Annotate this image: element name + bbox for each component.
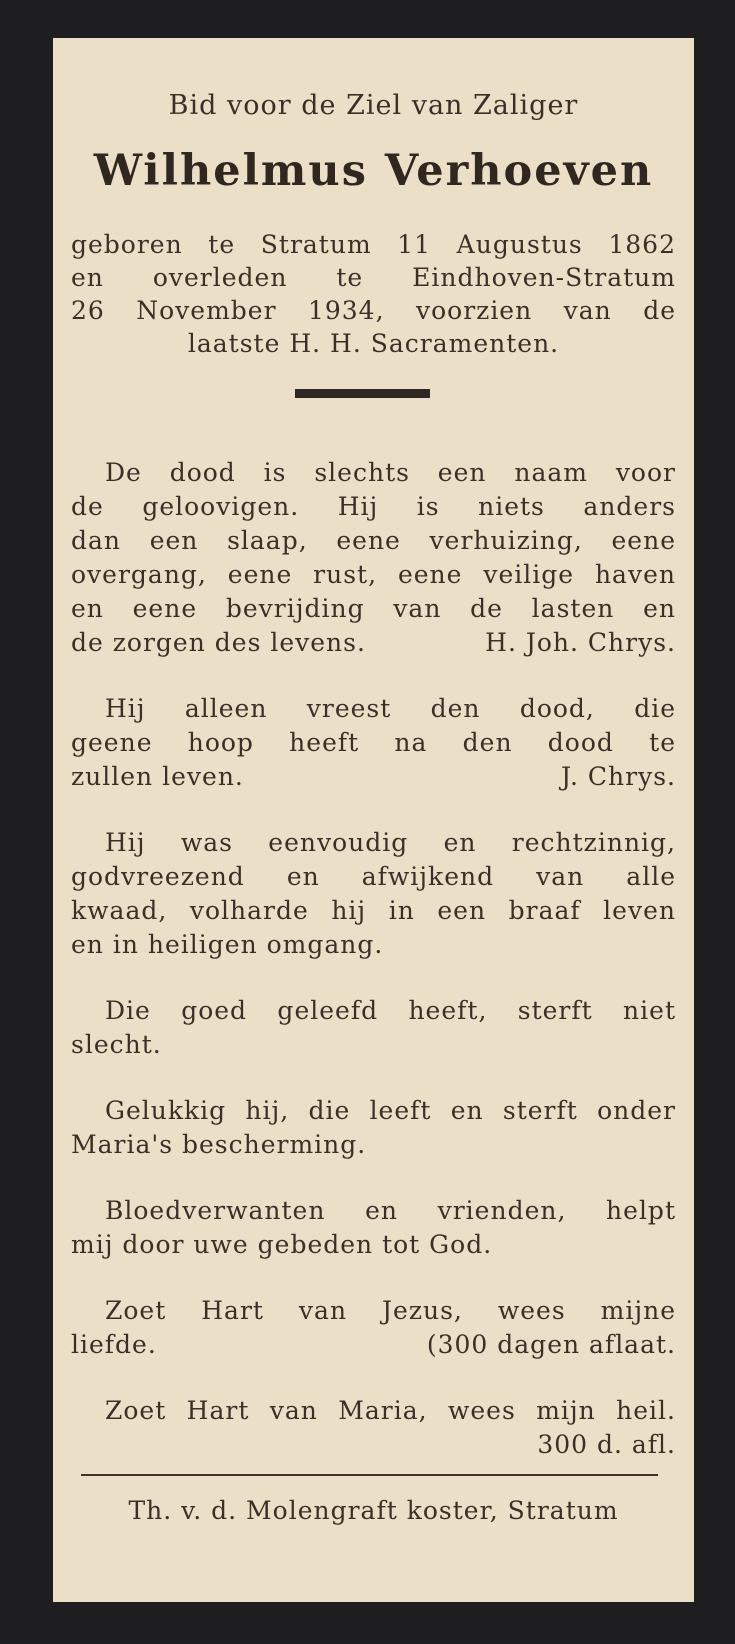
prayer-heading: Bid voor de Ziel van Zaliger (168, 90, 579, 121)
paragraph-8 (71, 1394, 676, 1462)
bio-line: 26 November 1934, voorzien van de (71, 296, 676, 325)
paragraph-3 (71, 826, 676, 962)
text-line: geene hoop heeft na den dood te (71, 728, 676, 757)
text-line: godvreezend en afwijkend van alle (71, 862, 676, 891)
paragraph-6 (71, 1194, 676, 1262)
card-paper (53, 38, 694, 1602)
text-line: mij door uwe gebeden tot God. (71, 1230, 493, 1259)
indulgence-note: 300 d. afl. (537, 1430, 676, 1459)
text-fragment: liefde. (71, 1330, 157, 1359)
text-line-split (71, 760, 676, 794)
text-line-split (71, 626, 676, 660)
paragraph-7 (71, 1294, 676, 1362)
text-fragment: de zorgen des levens. (71, 628, 366, 657)
text-line: Hij was eenvoudig en rechtzinnig, (105, 828, 676, 857)
text-line: en in heiligen omgang. (71, 930, 384, 959)
bio-line: geboren te Stratum 11 Augustus 1862 (71, 230, 676, 259)
text-line: Die goed geleefd heeft, sterft niet (105, 996, 676, 1025)
text-line: Maria's bescherming. (71, 1130, 367, 1159)
paragraph-1 (71, 456, 676, 660)
text-line: en eene bevrijding van de lasten en (71, 594, 676, 623)
bio-line: en overleden te Eindhoven-Stratum (71, 263, 676, 292)
text-line-split (71, 1328, 676, 1362)
quote-attribution: J. Chrys. (560, 762, 676, 791)
text-line: De dood is slechts een naam voor (105, 458, 676, 487)
printer-credit: Th. v. d. Molengraft koster, Stratum (128, 1496, 619, 1525)
text-line: Zoet Hart van Jezus, wees mijne (105, 1296, 676, 1325)
text-line: overgang, eene rust, eene veilige haven (71, 560, 676, 589)
text-line: Gelukkig hij, die leeft en sterft onder (105, 1096, 676, 1125)
text-line: de geloovigen. Hij is niets anders (71, 492, 676, 521)
paragraph-5 (71, 1094, 676, 1162)
bio-line: laatste H. H. Sacramenten. (187, 329, 560, 358)
indulgence-note: (300 dagen aflaat. (426, 1330, 676, 1359)
text-line: Bloedverwanten en vrienden, helpt (105, 1196, 676, 1225)
paragraph-2 (71, 692, 676, 794)
deceased-name: Wilhelmus Verhoeven (93, 146, 654, 196)
quote-attribution: H. Joh. Chrys. (485, 628, 676, 657)
footer-divider (81, 1474, 658, 1476)
text-line: kwaad, volharde hij in een braaf leven (71, 896, 676, 925)
biography (71, 228, 676, 360)
decorative-divider (295, 389, 430, 398)
memorial-text (71, 456, 676, 1494)
text-line: Zoet Hart van Maria, wees mijn heil. (105, 1396, 676, 1425)
paragraph-4 (71, 994, 676, 1062)
text-line: Hij alleen vreest den dood, die (105, 694, 676, 723)
text-line: dan een slaap, eene verhuizing, eene (71, 526, 676, 555)
text-line: slecht. (71, 1030, 162, 1059)
text-fragment: zullen leven. (71, 762, 244, 791)
